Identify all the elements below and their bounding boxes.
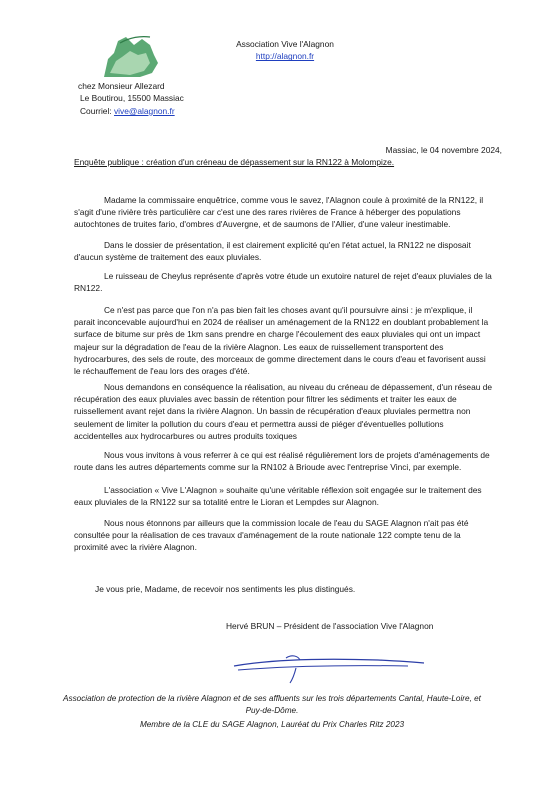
association-logo: [100, 33, 162, 79]
address-line1: chez Monsieur Allezard: [78, 81, 165, 91]
paragraph-8: Nous nous étonnons par ailleurs que la commission locale de l'eau du SAGE Alagnon n'ait pas été consultée pour la réalisation de ces travaux d'aménagement de la route nationale 122 compte tenu de la proximité avec la rivière Alagnon.: [74, 518, 469, 553]
address-line2: Le Boutirou, 15500 Massiac: [80, 93, 184, 104]
website-link[interactable]: http://alagnon.fr: [255, 51, 315, 62]
email-label: Courriel:: [80, 105, 114, 116]
paragraph-4: Ce n'est pas parce que l'on n'a pas bien fait les choses avant qu'il poursuivre ainsi : je m'explique, il parait inconcevable aujourd'hui en 2024 de réaliser un aménagement de la RN122 en doublant probablement la surface de bitume sur près de 1km sans prendre en charge l'écoulement des eaux pluviales qui ont un impact majeur sur la dégradation de l'eau de la rivière Alagnon. Les eaux de ruissellement transportent des hydrocarbures, des sels de route, des morceaux de gomme directement dans le cours d'eau et favorisent aussi le réchauffement de l'eau lors des orages d'été.: [74, 305, 489, 377]
paragraph-1: Madame la commissaire enquêtrice, comme vous le savez, l'Alagnon coule à proximité de la RN122, il s'agit d'une rivière très particulière car c'est une des rares rivières de France à héberger des populations autochtones de truites fario, d'ombres d'Auvergne, et de saumons de l'Allier, d'une valeur inestimable.: [74, 195, 484, 230]
footer-description: Association de protection de la rivière Alagnon et de ses affluents sur les trois départements Cantal, Haute-Loire, et Puy-de-Dôme.: [63, 694, 481, 715]
signature-image: [228, 648, 428, 684]
paragraph-6: Nous vous invitons à vous referrer à ce qui est réalisé régulièrement lors de projets d'aménagements de route dans les autres départements comme sur la RN102 à Brioude avec l'entreprise Vinci, par exemple.: [74, 450, 490, 473]
paragraph-2: Dans le dossier de présentation, il est clairement explicité qu'en l'état actuel, la RN122 ne disposait d'aucun système de traitement des eaux pluviales.: [74, 240, 471, 263]
footer-membership: Membre de la CLE du SAGE Alagnon, Lauréat du Prix Charles Ritz 2023: [139, 720, 405, 729]
letter-date: Massiac, le 04 novembre 2024,: [385, 145, 502, 155]
address-block: [78, 80, 238, 117]
email-link[interactable]: vive@alagnon.fr: [113, 105, 175, 116]
org-header: [225, 38, 345, 63]
org-name: Association Vive l'Alagnon: [236, 39, 334, 49]
letter-subject: Enquête publique : création d'un créneau de dépassement sur la RN122 à Molompize.: [74, 157, 395, 167]
paragraph-5: Nous demandons en conséquence la réalisation, au niveau du créneau de dépassement, d'un réseau de récupération des eaux pluviales avec bassin de rétention pour filtrer les sédiments et traiter les eaux de ruissellement avant rejet dans la rivière Alagnon. Un bassin de récupération d'eaux pluviales permettra non seulement de limiter la pollution du cours d'eau et permettra aussi de piéger d'éventuelles pollutions accidentelles aux hydrocarbures ou autres produits toxiques: [74, 382, 493, 441]
closing-line: Je vous prie, Madame, de recevoir nos sentiments les plus distingués.: [95, 584, 356, 594]
paragraph-7: L'association « Vive L'Alagnon » souhaite qu'une véritable réflexion soit engagée sur le traitement des eaux pluviales de la RN122 sur sa totalité entre le Lioran et Lempdes sur Alagnon.: [74, 485, 482, 508]
paragraph-3: Le ruisseau de Cheylus représente d'après votre étude un exutoire naturel de rejet d'eaux pluviales de la RN122.: [74, 271, 492, 294]
signatory-line: Hervé BRUN – Président de l'association Vive l'Alagnon: [226, 621, 434, 631]
